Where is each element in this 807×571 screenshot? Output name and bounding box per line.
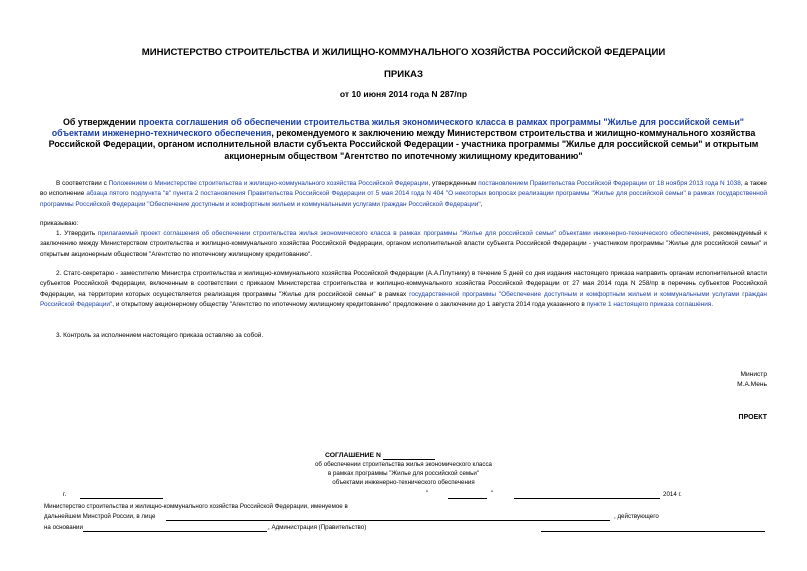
item1-text-2: , рекомендуемый к заключению между Министерством строительства и жилищно-коммунального хозяйства Российской Федерации, органом исполнительной власти субъекта Российской Федерации - участником программы "Жилье для российской семьи" и открытым акционерным обществом "Агентство по ипотечному жилищному кредитованию". bbox=[40, 230, 767, 258]
representative-line[interactable] bbox=[166, 520, 610, 521]
link-decree-404[interactable]: абзаца пятого подпункта "в" пункта 2 постановления Правительства Российской Федерации от 5 мая 2014 года N 404 "О некоторых вопросах реализации программы "Жилье для российской семьи" в рамках государственной программы Российской Федерации "Обеспечение доступным и комфортным жильем и коммунальными услугами граждан Российской Федерации" bbox=[40, 190, 767, 208]
item1-text-1: 1. Утвердить bbox=[56, 230, 98, 237]
agreement-line-1: Министерство строительства и жилищно-коммунального хозяйства Российской Федерации, именуемое в bbox=[44, 503, 348, 510]
item2-text-1: 2. Статс-секретарю - заместителю Министра строительства и жилищно-коммунального хозяйства Российской Федерации (А.А.Плутнику) в течение 5 дней со дня издания настоящего приказа направить органам исполнительной власти субъектов Российской Федерации, включенным в соответствии с приказом Министерства строительства и жилищно-коммунального хозяйства Российской Федерации от 27 мая 2014 года N 258/пр в перечень субъектов Российской Федерации, на территории которых осуществляется реализация программы "Жилье для российской семьи" в рамках bbox=[40, 270, 767, 298]
preamble-text-2: , утвержденным bbox=[428, 180, 479, 187]
link-state-program[interactable]: государственной программы "Обеспечение доступным и комфортным жильем и коммунальными услугами граждан Российской Федерации" bbox=[40, 290, 767, 308]
year-suffix: 2014 г. bbox=[663, 491, 682, 498]
city-line[interactable] bbox=[80, 498, 163, 499]
doc-type: ПРИКАЗ bbox=[384, 69, 423, 80]
title-text-2: , рекомендуемого к заключению между Министерством строительства и жилищно-коммунального хозяйства Российской Федерации, органом исполнительной власти субъекта Российской Федерации - участника программы "Жилье для российской семьи" и открытым акционерным обществом "Агентство по ипотечному жилищному кредитованию" bbox=[48, 128, 759, 161]
link-regulation[interactable]: Положением о Министерстве строительства и жилищно-коммунального хозяйства Российской Федерации bbox=[108, 180, 429, 187]
item2-text-2: , и открытому акционерному обществу "Агентство по ипотечному жилищному кредитованию" предложение о заключении до 1 августа 2014 года указанного в bbox=[112, 300, 587, 308]
signature-position: Министр bbox=[740, 371, 767, 378]
day-line[interactable] bbox=[448, 498, 487, 499]
item-2 bbox=[40, 269, 767, 310]
ministry-header: МИНИСТЕРСТВО СТРОИТЕЛЬСТВА И ЖИЛИЩНО-КОММУНАЛЬНОГО ХОЗЯЙСТВА РОССИЙСКОЙ ФЕДЕРАЦИИ bbox=[141, 47, 666, 58]
agreement-subtitle-2: в рамках программы "Жилье для российской семьи" bbox=[327, 470, 480, 477]
preamble bbox=[40, 179, 767, 210]
agreement-line-2: дальнейшем Минстрой России, в лице bbox=[44, 513, 156, 520]
city-prefix: г. bbox=[63, 491, 67, 498]
link-draft-agreement[interactable]: прилагаемый проект соглашения об обеспечении строительства жилья экономического класса в рамках программы "Жилье для российской семьи" объектами инженерно-технического обеспечения bbox=[97, 230, 709, 237]
basis-line[interactable] bbox=[83, 531, 267, 532]
agreement-line-2-end: , действующего bbox=[614, 513, 659, 520]
item2-text-3: . bbox=[711, 300, 714, 308]
link-item-1[interactable]: пункте 1 настоящего приказа соглашения bbox=[586, 300, 712, 308]
item-3: 3. Контроль за исполнением настоящего приказа оставляю за собой. bbox=[56, 332, 264, 339]
preamble-text-3: , а также во исполнение bbox=[40, 180, 767, 198]
order-word: приказываю: bbox=[40, 220, 79, 227]
agreement-number-line[interactable] bbox=[383, 459, 435, 460]
agreement-line-3-mid: , Администрация (Правительство) bbox=[268, 524, 367, 531]
month-line[interactable] bbox=[514, 498, 660, 499]
agreement-line-3: на основании bbox=[44, 524, 83, 531]
date-number: от 10 июня 2014 года N 287/пр bbox=[339, 89, 468, 99]
agreement-subtitle-1: об обеспечении строительства жилья экономического класса bbox=[314, 461, 493, 468]
preamble-text-4: , bbox=[480, 200, 483, 208]
item-1 bbox=[40, 229, 767, 260]
quote-open: " bbox=[426, 490, 429, 497]
agreement-subtitle-3: объектами инженерно-технического обеспечения bbox=[332, 479, 475, 486]
agreement-title: СОГЛАШЕНИЕ N bbox=[325, 452, 381, 459]
quote-close: " bbox=[491, 490, 494, 497]
title-link[interactable]: проекта соглашения об обеспечении строительства жилья экономического класса в рамках программы "Жилье для российской семьи" объектами инженерно-технического обеспечения bbox=[51, 117, 744, 139]
signature-name: М.А.Мень bbox=[737, 381, 767, 388]
title-text-1: Об утверждении bbox=[62, 117, 139, 127]
draft-label: ПРОЕКТ bbox=[738, 414, 767, 421]
document-title bbox=[40, 117, 767, 162]
administration-line[interactable] bbox=[541, 531, 765, 532]
preamble-text-1: В соответствии с bbox=[56, 180, 109, 187]
link-decree-1038[interactable]: постановлением Правительства Российской Федерации от 18 ноября 2013 года N 1038 bbox=[478, 180, 741, 187]
